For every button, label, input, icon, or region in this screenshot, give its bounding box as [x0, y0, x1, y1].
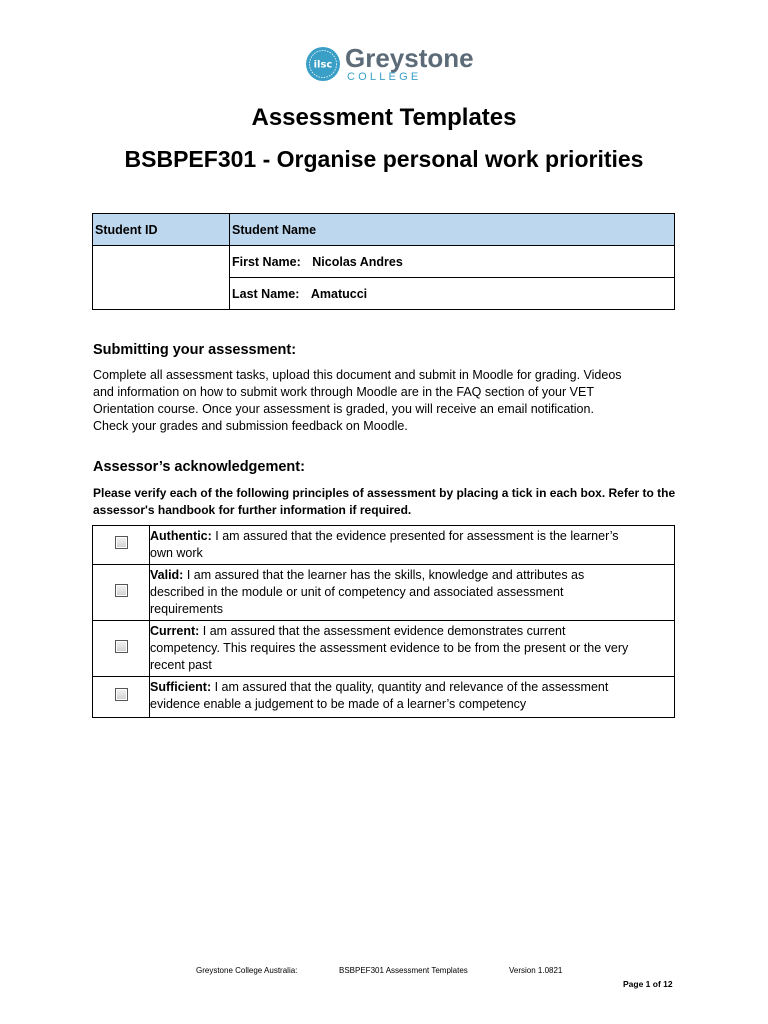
submitting-paragraph [93, 367, 683, 435]
submitting-line: Complete all assessment tasks, upload this document and submit in Moodle for grading. Videos [93, 368, 622, 382]
first-name-cell[interactable] [230, 246, 675, 278]
last-name-value: Amatucci [310, 286, 368, 301]
principle-line: requirements [150, 602, 223, 616]
principle-term: Current: [150, 624, 200, 638]
svg-text:ilsc: ilsc [313, 59, 333, 71]
ilsc-seal-icon [305, 46, 341, 82]
checkbox-cell [93, 565, 150, 621]
current-checkbox[interactable] [115, 640, 128, 653]
principle-text [150, 621, 675, 677]
principle-text [150, 526, 675, 565]
student-id-header: Student ID [93, 214, 230, 246]
principle-row-valid [93, 565, 675, 621]
principle-line: I am assured that the learner has the skills, knowledge and attributes as [183, 568, 585, 582]
unit-title: BSBPEF301 - Organise personal work priorities [124, 146, 644, 172]
principle-text [150, 677, 675, 718]
principle-line: competency. This requires the assessment evidence to be from the present or the very [150, 641, 629, 655]
ack-instruction-line: Please verify each of the following principles of assessment by placing a tick in each box. Refer to the [93, 486, 676, 500]
last-name-cell[interactable] [230, 278, 675, 310]
submitting-line: Orientation course. Once your assessment is graded, you will receive an email notification. [93, 402, 594, 416]
logo-name: Greystone [345, 43, 474, 73]
principle-line: described in the module or unit of competency and associated assessment [150, 585, 564, 599]
principle-row-authentic [93, 526, 675, 565]
first-name-value: Nicolas Andres [312, 254, 403, 269]
checkbox-cell [93, 621, 150, 677]
footer-doc: BSBPEF301 Assessment Templates [339, 966, 468, 975]
authentic-checkbox[interactable] [115, 536, 128, 549]
valid-checkbox[interactable] [115, 584, 128, 597]
ack-instruction-line: assessor's handbook for further information if required. [93, 502, 412, 517]
footer-version: Version 1.0821 [509, 966, 563, 975]
checkbox-cell [93, 526, 150, 565]
student-table [92, 213, 675, 310]
principle-line: I am assured that the assessment evidence demonstrates current [199, 624, 566, 638]
principle-line: evidence enable a judgement to be made of a learner’s competency [150, 697, 527, 711]
principle-text [150, 565, 675, 621]
principle-line: own work [150, 546, 203, 560]
checkbox-cell [93, 677, 150, 718]
principle-term: Sufficient: [150, 680, 212, 694]
ack-instructions [93, 485, 683, 518]
submitting-line: Check your grades and submission feedback on Moodle. [93, 419, 408, 433]
principle-line: I am assured that the quality, quantity and relevance of the assessment [211, 680, 609, 694]
student-id-field[interactable] [93, 246, 230, 310]
first-name-label: First Name: [232, 254, 301, 269]
principles-table [92, 525, 675, 718]
page-number: Page 1 of 12 [623, 979, 673, 989]
principle-term: Authentic: [150, 529, 212, 543]
footer-org: Greystone College Australia: [196, 966, 298, 975]
principle-line: I am assured that the evidence presented for assessment is the learner’s [211, 529, 619, 543]
principle-line: recent past [150, 658, 212, 672]
principle-row-current [93, 621, 675, 677]
submitting-line: and information on how to submit work through Moodle are in the FAQ section of your VET [93, 385, 594, 399]
last-name-label: Last Name: [232, 286, 300, 301]
submitting-heading: Submitting your assessment: [93, 342, 297, 358]
document-title: Assessment Templates [251, 104, 517, 131]
principle-term: Valid: [150, 568, 184, 582]
logo-subtitle: COLLEGE [347, 71, 422, 83]
ack-heading: Assessor’s acknowledgement: [93, 459, 305, 475]
sufficient-checkbox[interactable] [115, 688, 128, 701]
greystone-logo [305, 44, 474, 84]
principle-row-sufficient [93, 677, 675, 718]
student-name-header: Student Name [230, 214, 675, 246]
